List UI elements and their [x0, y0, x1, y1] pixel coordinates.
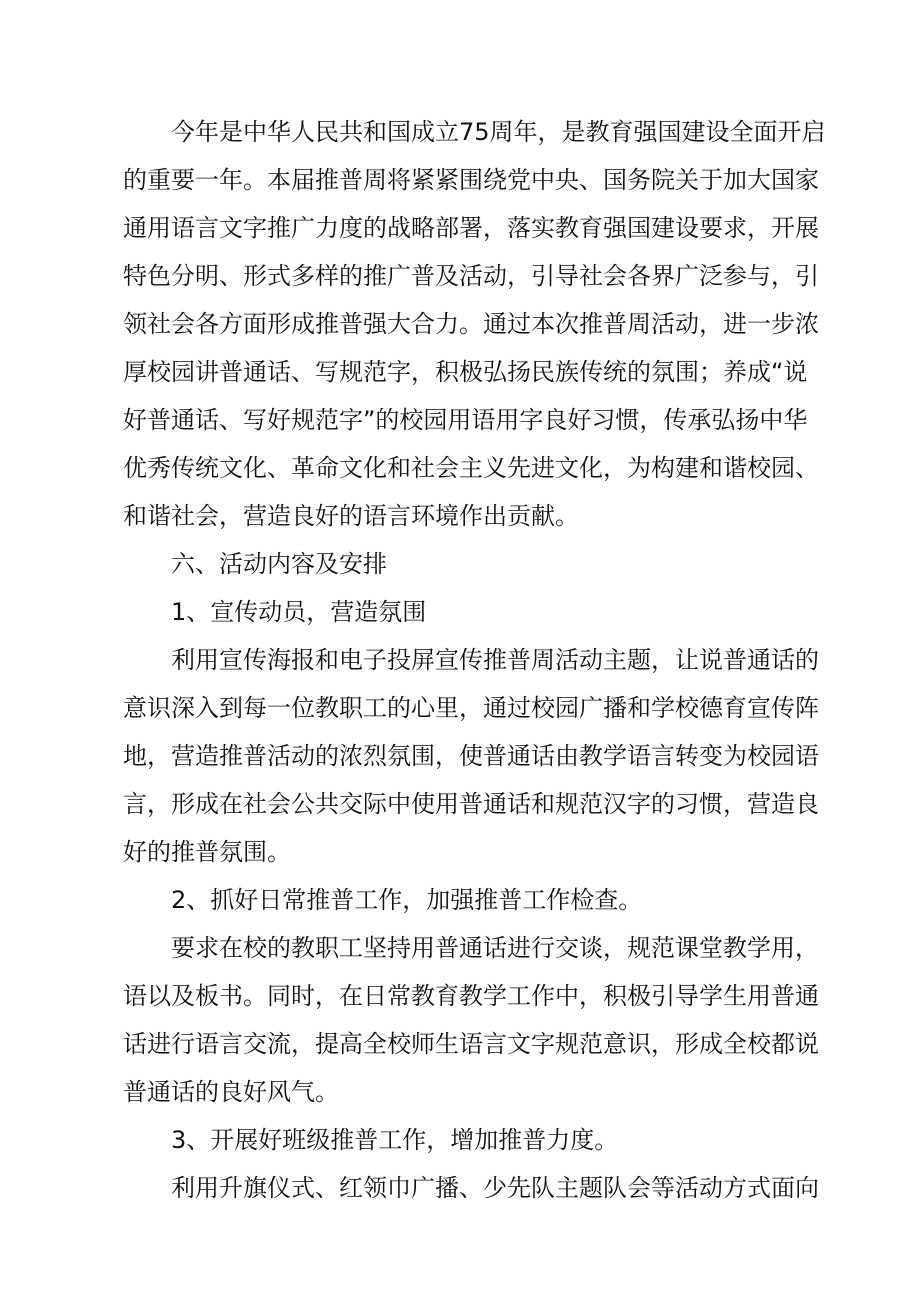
text-line: 意识深入到每一位教职工的心里，通过校园广播和学校德育宣传阵 — [123, 694, 819, 722]
text-line: 通用语言文字推广力度的战略部署，落实教育强国建设要求，开展 — [123, 214, 819, 242]
item-title: 2、抓好日常推普工作，加强推普工作检查。 — [171, 886, 643, 914]
text-line: 好的推普氛围。 — [123, 838, 291, 866]
text-line: 领社会各方面形成推普强大合力。通过本次推普周活动，进一步浓 — [123, 310, 819, 338]
section-heading: 六、活动内容及安排 — [171, 550, 387, 578]
item-title: 1、宣传动员，营造氛围 — [171, 598, 427, 626]
text-line: 言，形成在社会公共交际中使用普通话和规范汉字的习惯，营造良 — [123, 790, 819, 818]
text-line: 和谐社会，营造良好的语言环境作出贡献。 — [123, 502, 579, 530]
item-2 — [123, 876, 819, 1116]
text-line: 厚校园讲普通话、写规范字，积极弘扬民族传统的氛围；养成“说 — [123, 358, 808, 386]
text-line: 今年是中华人民共和国成立75周年，是教育强国建设全面开启 — [171, 118, 826, 146]
text-line: 的重要一年。本届推普周将紧紧围绕党中央、国务院关于加大国家 — [123, 166, 819, 194]
text-line: 语以及板书。同时，在日常教育教学工作中，积极引导学生用普通 — [123, 982, 819, 1010]
paragraph-intro — [123, 108, 826, 540]
text-line: 地，营造推普活动的浓烈氛围，使普通话由教学语言转变为校园语 — [123, 742, 819, 770]
text-line: 利用升旗仪式、红领巾广播、少先队主题队会等活动方式面向 — [171, 1174, 819, 1202]
text-line: 特色分明、形式多样的推广普及活动，引导社会各界广泛参与，引 — [123, 262, 819, 290]
text-line: 话进行语言交流，提高全校师生语言文字规范意识，形成全校都说 — [123, 1030, 819, 1058]
item-1 — [123, 588, 819, 876]
text-line: 优秀传统文化、革命文化和社会主义先进文化，为构建和谐校园、 — [123, 454, 819, 482]
item-title: 3、开展好班级推普工作，增加推普力度。 — [171, 1126, 619, 1154]
text-line: 普通话的良好风气。 — [123, 1078, 339, 1106]
text-line: 要求在校的教职工坚持用普通话进行交谈，规范课堂教学用， — [171, 934, 819, 962]
text-line: 好普通话、写好规范字”的校园用语用字良好习惯，传承弘扬中华 — [123, 406, 808, 434]
item-3 — [123, 1116, 819, 1212]
text-line: 利用宣传海报和电子投屏宣传推普周活动主题，让说普通话的 — [171, 646, 819, 674]
document-body — [123, 108, 826, 1212]
